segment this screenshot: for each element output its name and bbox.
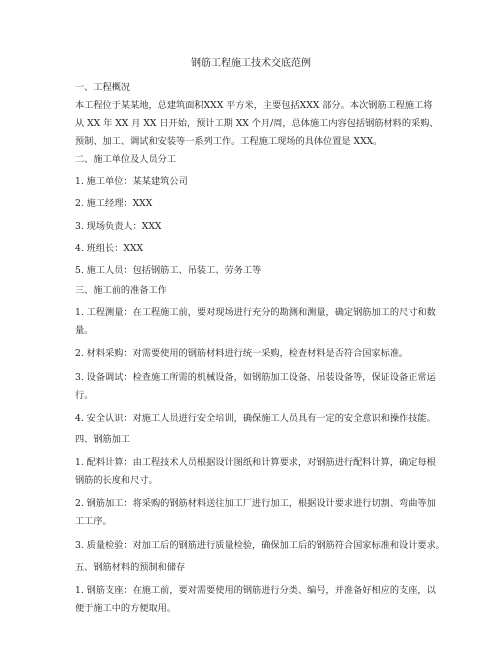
text-line: 1. 钢筋支座：在施工前，要对需要使用的钢筋进行分类、编号，并准备好相应的支座，以 (75, 585, 436, 596)
text-line: 钢筋的长度和尺寸。 (75, 475, 158, 486)
text-line: 工工序。 (75, 516, 112, 527)
text-line: 1. 配料计算：由工程技术人员根据设计图纸和计算要求，对钢筋进行配料计算，确定每根 (75, 457, 436, 468)
text-line: 行。 (75, 390, 94, 401)
section-heading-processing: 四、钢筋加工 (75, 434, 131, 445)
text-line: 量。 (75, 325, 94, 336)
section-heading-personnel: 二、施工单位及人员分工 (75, 154, 177, 165)
list-item: 4. 安全认识：对施工人员进行安全培训，确保施工人员具有一定的安全意识和操作技能。 (75, 413, 436, 424)
list-item: 4. 班组长：XXX (75, 243, 144, 254)
text-line: 本工程位于某某地，总建筑面积XXX 平方米，主要包括XXX 部分。本次钢筋工程施工将 (75, 100, 433, 111)
list-item (75, 495, 435, 531)
list-item: 3. 现场负责人：XXX (75, 221, 162, 232)
section-heading-storage: 五、钢筋材料的预制和储存 (75, 562, 186, 573)
list-item (75, 454, 435, 490)
text-line: 预制、加工、调试和安装等一系列工作。工程施工现场的具体位置是 XXX。 (75, 136, 383, 147)
list-item (75, 304, 435, 340)
section-heading-overview: 一、工程概况 (75, 82, 131, 93)
paragraph-overview (75, 97, 439, 151)
list-item: 2. 材料采购：对需要使用的钢筋材料进行统一采购，检查材料是否符合国家标准。 (75, 348, 409, 359)
text-line: 便于施工中的方便取用。 (75, 603, 177, 614)
section-heading-preparation: 三、施工前的准备工作 (75, 285, 167, 296)
text-line: 1. 工程测量：在工程施工前，要对现场进行充分的勘测和测量，确定钢筋加工的尺寸和数 (75, 307, 436, 318)
list-item: 2. 施工经理：XXX (75, 198, 153, 209)
list-item: 5. 施工人员：包括钢筋工、吊装工、劳务工等 (75, 265, 262, 276)
list-item (75, 369, 435, 405)
list-item: 3. 质量检验：对加工后的钢筋进行质量检验，确保加工后的钢筋符合国家标准和设计要求。 (75, 540, 445, 551)
list-item (75, 582, 435, 618)
text-line: 3. 设备调试：检查施工所需的机械设备，如钢筋加工设备、吊装设备等，保证设备正常运 (75, 372, 436, 383)
text-line: 2. 钢筋加工：将采购的钢筋材料送往加工厂进行加工，根据设计要求进行切割、弯曲等加 (75, 498, 436, 509)
list-item: 1. 施工单位：某某建筑公司 (75, 176, 188, 187)
text-line: 从 XX 年 XX 月 XX 日开始，预计工期 XX 个月/周，总体施工内容包括钢筋材料的采购、 (75, 118, 439, 129)
document-title: 钢筋工程施工技术交底范例 (191, 58, 311, 69)
